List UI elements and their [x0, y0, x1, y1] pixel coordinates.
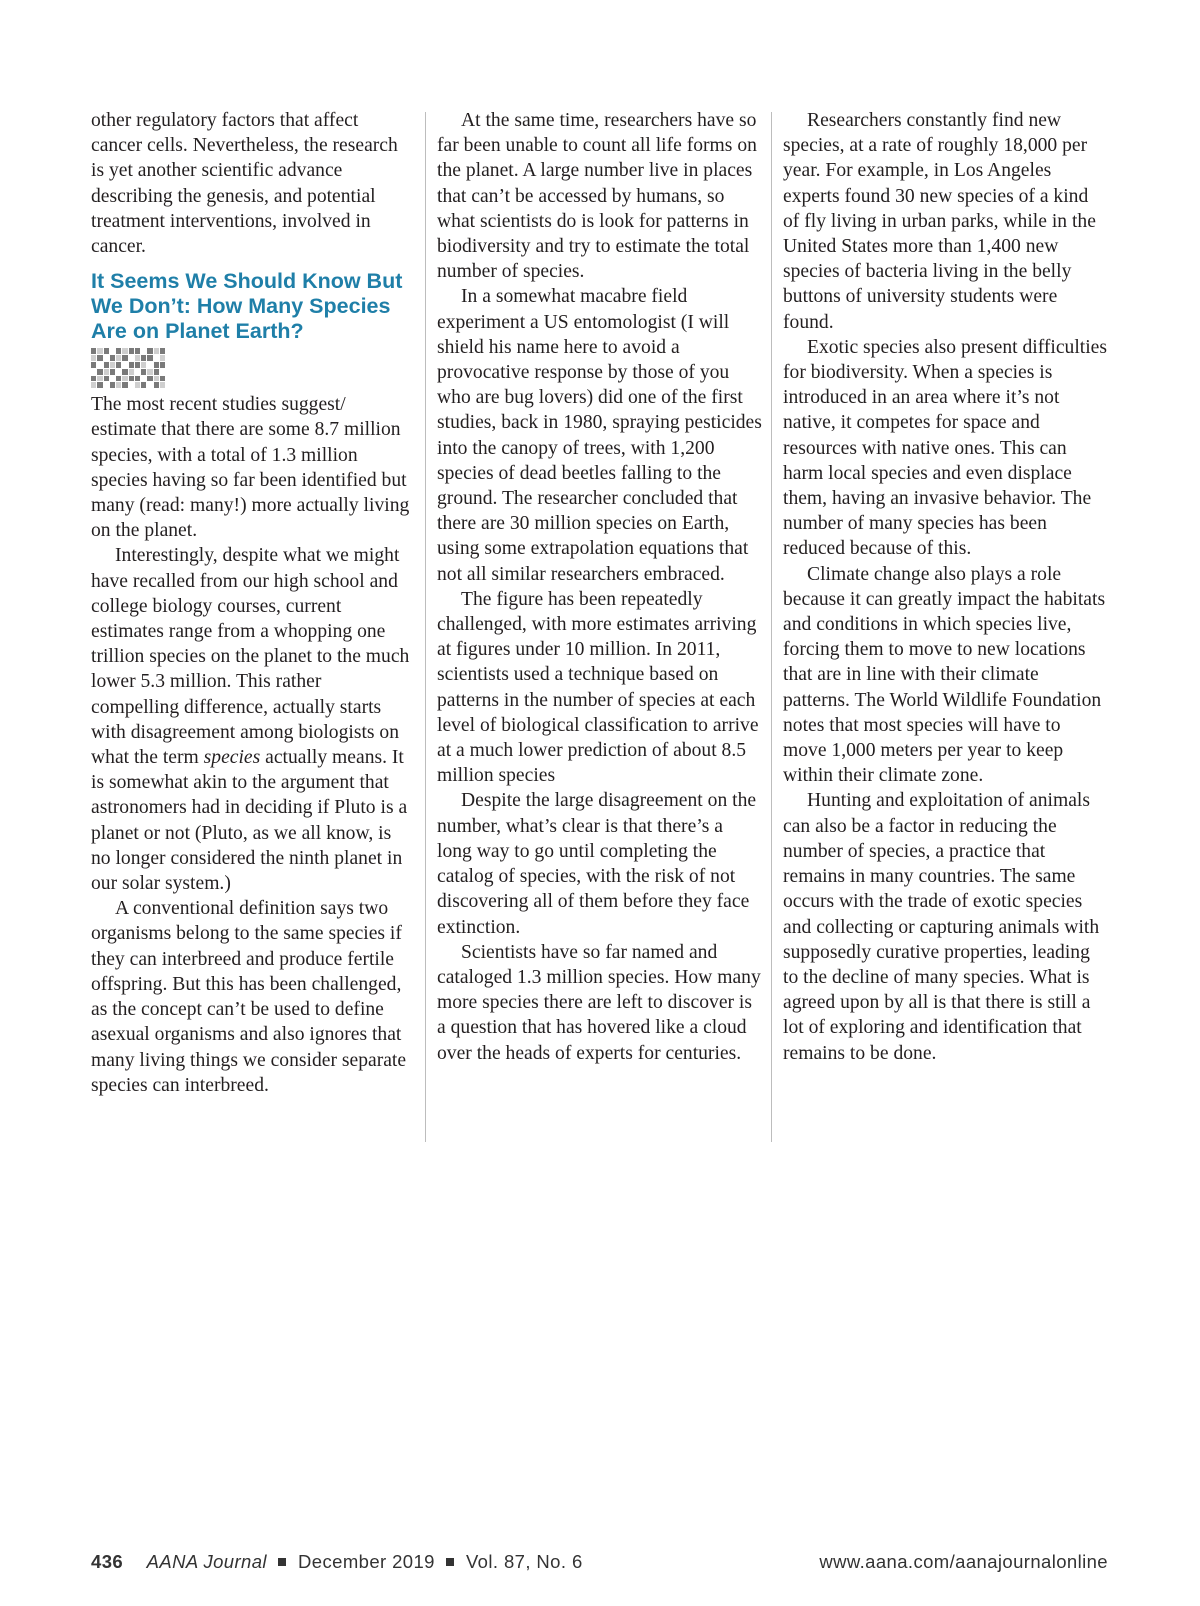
paragraph: Exotic species also present difficulties for biodiversity. When a species is introduced in an area where it’s not native, it competes for space and resources with native ones. This can harm local species and even displace them, having an invasive behavior. The number of many species has been reduced because of this.	[783, 336, 1107, 560]
issue-date: December 2019	[298, 1551, 435, 1572]
paragraph: In a somewhat macabre field experiment a US entomologist (I will shield his name here to avoid a provocative response by those of you who are bug lovers) did one of the first studies, back in 1980, spraying pesticides into the canopy of trees, with 1,200 species of dead beetles falling to the ground. The researcher concluded that there are 30 million species on Earth, using some extrapolation equations that not all similar researchers embraced.	[437, 286, 762, 585]
qr-code-icon	[91, 348, 165, 388]
paragraph: Interestingly, despite what we might have recalled from our high school and college biology courses, current estimates range from a whopping one trillion species on the planet to the much lower 5.3 million. This rather compelling difference, actually starts with disagreement among biologists on what the term species actually means. It is somewhat akin to the argument that astronomers had in deciding if Pluto is a planet or not (Pluto, as we all know, is no longer considered the ninth planet in our solar system.)	[91, 545, 410, 895]
column-1	[91, 108, 414, 1098]
journal-name: AANA Journal	[146, 1551, 267, 1572]
paragraph: A conventional definition says two organisms belong to the same species if they can interbreed and produce fertile offspring. But this has been challenged, as the concept can’t be used to define asexual organisms and also ignores that many living things we consider separate species can interbreed.	[91, 898, 407, 1096]
square-bullet-icon	[278, 1558, 286, 1566]
paragraph: At the same time, researchers have so far been unable to count all life forms on the planet. A large number live in places that can’t be accessed by humans, so what scientists do is look for patterns in biodiversity and try to estimate the total number of species.	[437, 110, 757, 283]
paragraph: Researchers constantly find new species, at a rate of roughly 18,000 per year. For example, in Los Angeles experts found 30 new species of a kind of fly living in urban parks, while in the United States more than 1,400 new species of bacteria living in the belly buttons of university students were found.	[783, 110, 1096, 333]
paragraph: Scientists have so far named and cataloged 1.3 million species. How many more species there are left to discover is a question that has hovered like a cloud over the heads of experts for centuries.	[437, 941, 761, 1064]
journal-url[interactable]: www.aana.com/aanajournalonline	[819, 1551, 1108, 1572]
paragraph: Despite the large disagreement on the number, what’s clear is that there’s a long way to go until completing the catalog of species, with the risk of not discovering all of them before they face extinction.	[437, 790, 757, 938]
column-divider	[425, 112, 426, 1142]
paragraph: Hunting and exploitation of animals can also be a factor in reducing the number of species, a practice that remains in many countries. The same occurs with the trade of exotic species and collecting or capturing animals with supposedly curative properties, leading to the decline of many species. What is agreed upon by all is that there is still a lot of exploring and identification that remains to be done.	[783, 790, 1100, 1064]
page-number: 436	[91, 1551, 124, 1572]
page-footer	[91, 1551, 1108, 1573]
square-bullet-icon	[446, 1558, 454, 1566]
paragraph: Climate change also plays a role because it can greatly impact the habitats and conditions in which species live, forcing them to move to new locations that are in line with their climate patterns. The World Wildlife Foundation notes that most species will have to move 1,000 meters per year to keep within their climate zone.	[783, 563, 1106, 787]
section-heading: It Seems We Should Know But We Don’t: How Many Species Are on Planet Earth?	[91, 269, 403, 344]
paragraph: The most recent studies suggest/ estimate that there are some 8.7 million species, with a total of 1.3 million species having so far been identified but many (read: many!) more actually living on the planet.	[91, 394, 410, 542]
paragraph: other regulatory factors that affect cancer cells. Nevertheless, the research is yet another scientific advance describing the genesis, and potential treatment interventions, involved in cancer.	[91, 110, 398, 258]
italic-term: species	[203, 747, 261, 769]
paragraph: The figure has been repeatedly challenged, with more estimates arriving at figures under 10 million. In 2011, scientists used a technique based on patterns in the number of species at each level of biological classification to arrive at a much lower prediction of about 8.5 million species	[437, 588, 759, 787]
column-2	[437, 108, 762, 1066]
column-3	[783, 108, 1108, 1066]
column-divider	[771, 112, 772, 1142]
issue-volume: Vol. 87, No. 6	[465, 1551, 583, 1572]
